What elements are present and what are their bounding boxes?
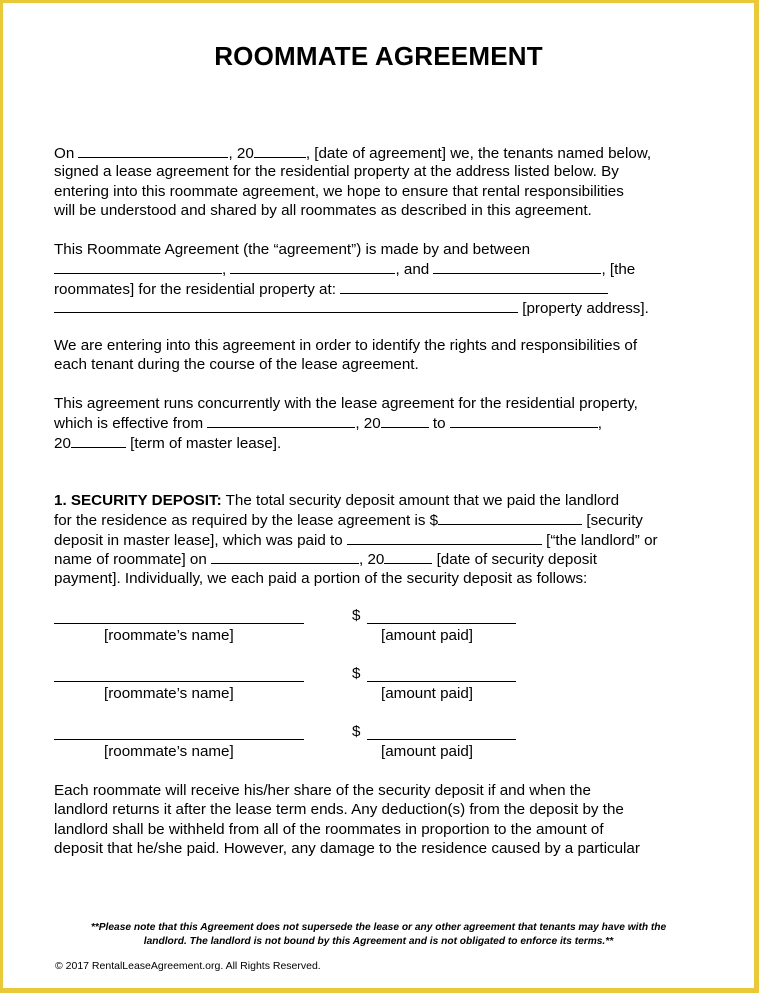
text: [property address]. bbox=[518, 300, 649, 318]
text: , bbox=[222, 261, 231, 279]
text-line: landlord shall be withheld from all of the roommates in proportion to the amount of bbox=[54, 820, 604, 838]
lease-start-year-blank[interactable] bbox=[381, 413, 429, 428]
text: 20 bbox=[54, 434, 71, 452]
roommate-name-label: [roommate’s name] bbox=[104, 627, 234, 644]
text-line: Each roommate will receive his/her share of the security deposit if and when the bbox=[54, 782, 591, 799]
amount-paid-line[interactable] bbox=[367, 623, 516, 624]
text-line: signed a lease agreement for the residential property at the address listed below. By bbox=[54, 163, 619, 181]
dollar-sign: $ bbox=[352, 723, 361, 740]
roommate-3-blank[interactable] bbox=[433, 259, 601, 274]
text: , 20 bbox=[359, 551, 385, 569]
document-title: ROOMMATE AGREEMENT bbox=[214, 41, 543, 71]
text-line: We are entering into this agreement in order to identify the rights and responsibilities of bbox=[54, 337, 638, 354]
text-line: deposit that he/she paid. However, any damage to the residence caused by a particular bbox=[54, 840, 640, 858]
text: [security bbox=[582, 512, 643, 530]
roommate-name-label: [roommate’s name] bbox=[104, 685, 234, 702]
text-line: entering into this roommate agreement, we hope to ensure that rental responsibilities bbox=[54, 182, 624, 200]
roommate-name-line[interactable] bbox=[54, 623, 304, 624]
section-heading: 1. SECURITY DEPOSIT: bbox=[54, 492, 222, 509]
text: , [date of agreement] we, the tenants named below, bbox=[305, 145, 652, 162]
text: deposit in master lease], which was paid to bbox=[54, 531, 347, 549]
roommate-name-line[interactable] bbox=[54, 681, 304, 682]
text-line: This Roommate Agreement (the “agreement”) is made by and between bbox=[54, 241, 531, 258]
text-line: will be understood and shared by all roommates as described in this agreement. bbox=[54, 202, 592, 220]
amount-paid-label: [amount paid] bbox=[381, 627, 474, 644]
text: [“the landlord” or bbox=[541, 531, 658, 549]
text: [term of master lease]. bbox=[125, 434, 282, 452]
amount-paid-line[interactable] bbox=[367, 681, 516, 682]
text: name of roommate] on bbox=[54, 551, 212, 569]
text-line: This agreement runs concurrently with the lease agreement for the residential property, bbox=[54, 395, 638, 412]
lease-start-blank[interactable] bbox=[207, 413, 355, 428]
text-line: landlord returns it after the lease term ends. Any deduction(s) from the deposit by the bbox=[54, 801, 624, 819]
text: , [the bbox=[601, 261, 636, 279]
footnote-line: landlord. The landlord is not bound by this Agreement and is not obligated to enforce its terms.** bbox=[143, 935, 614, 947]
document-page bbox=[3, 3, 754, 988]
amount-paid-label: [amount paid] bbox=[381, 685, 474, 702]
roommate-1-blank[interactable] bbox=[54, 259, 222, 274]
text: roommates] for the residential property at: bbox=[54, 280, 341, 298]
purpose-paragraph bbox=[54, 336, 704, 375]
term-paragraph bbox=[54, 394, 704, 452]
property-address-blank-2[interactable] bbox=[54, 298, 518, 313]
dollar-sign: $ bbox=[352, 607, 361, 624]
security-deposit-section bbox=[54, 491, 704, 588]
footnote bbox=[3, 921, 754, 948]
dollar-sign: $ bbox=[352, 665, 361, 682]
text: On bbox=[54, 145, 79, 162]
parties-paragraph bbox=[54, 240, 704, 318]
agreement-date-blank[interactable] bbox=[78, 143, 228, 158]
paid-to-blank[interactable] bbox=[347, 530, 542, 545]
property-address-blank-1[interactable] bbox=[340, 279, 608, 294]
text: which is effective from bbox=[54, 415, 208, 433]
text-line: each tenant during the course of the lease agreement. bbox=[54, 356, 419, 374]
agreement-year-blank[interactable] bbox=[254, 143, 306, 158]
deposit-return-paragraph bbox=[54, 781, 704, 859]
text: to bbox=[428, 415, 450, 433]
roommate-name-line[interactable] bbox=[54, 739, 304, 740]
intro-paragraph bbox=[54, 143, 704, 221]
text: The total security deposit amount that we paid the landlord bbox=[221, 492, 620, 509]
amount-paid-label: [amount paid] bbox=[381, 743, 474, 760]
deposit-date-blank[interactable] bbox=[211, 549, 359, 564]
amount-paid-line[interactable] bbox=[367, 739, 516, 740]
deposit-year-blank[interactable] bbox=[384, 549, 432, 564]
deposit-amount-blank[interactable] bbox=[438, 510, 582, 525]
text: [date of security deposit bbox=[432, 551, 597, 569]
footnote-line: **Please note that this Agreement does not supersede the lease or any other agreement that tenants may have with the bbox=[90, 922, 667, 933]
text: , bbox=[597, 415, 603, 433]
text: , 20 bbox=[355, 415, 381, 433]
roommate-name-label: [roommate’s name] bbox=[104, 743, 234, 760]
text: , and bbox=[395, 261, 434, 279]
text: for the residence as required by the lease agreement is $ bbox=[54, 512, 439, 530]
lease-end-blank[interactable] bbox=[450, 413, 598, 428]
text-line: payment]. Individually, we each paid a portion of the security deposit as follows: bbox=[54, 569, 588, 587]
roommate-2-blank[interactable] bbox=[230, 259, 395, 274]
text: , 20 bbox=[228, 145, 254, 162]
lease-end-year-blank[interactable] bbox=[71, 433, 126, 448]
copyright-notice: © 2017 RentalLeaseAgreement.org. All Rights Reserved. bbox=[55, 960, 321, 972]
